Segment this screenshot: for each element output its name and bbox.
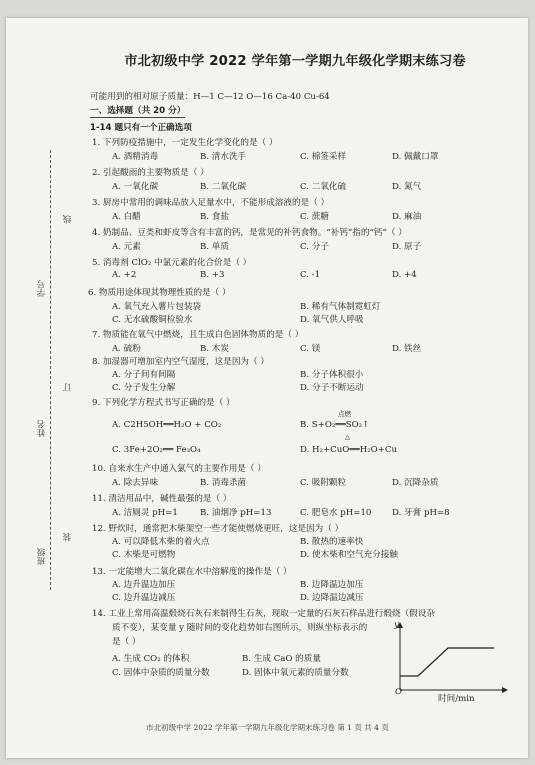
question-7-option-c: C. 镁 (300, 344, 321, 354)
question-12-option-d: D. 使木柴和空气充分接触 (300, 550, 398, 560)
question-1-option-a: A. 酒精消毒 (112, 152, 159, 162)
question-13-option-d: D. 边降温边减压 (300, 593, 364, 603)
name-label: 姓名 (37, 420, 47, 437)
question-6-stem: 6. 物质用途体现其物理性质的是（ ） (88, 288, 231, 298)
question-9-option-a: A. C2H5OH══H₂O + CO₂ (112, 420, 222, 430)
question-5-stem: 5. 消毒剂 ClO₂ 中氯元素的化合价是（ ） (92, 258, 252, 268)
question-13-option-c: C. 边升温边减压 (112, 593, 176, 603)
graph-origin-label: O (395, 687, 403, 697)
question-14-stem: 14. 工业上常用高温煅烧石灰石来制得生石灰，现取一定量的石灰石样品进行煅烧（假设杂 (92, 609, 435, 619)
question-3-stem: 3. 厨房中常用的调味品放入足量水中，不能形成溶液的是（ ） (92, 198, 330, 208)
question-11-option-b: B. 油烟净 pH=13 (200, 508, 272, 518)
question-4-stem: 4. 奶制品、豆类和虾皮等含有丰富的钙，是常见的补钙食物。“补钙”指的“钙”（ ） (92, 228, 407, 238)
question-8-option-c: C. 分子发生分解 (112, 383, 176, 393)
page-footer: 市北初级中学 2022 学年第一学期九年级化学期末练习卷 第 1 页 共 4 页 (146, 723, 389, 732)
question-5-option-d: D. +4 (392, 270, 417, 280)
trend-curve (400, 648, 494, 676)
question-14-option-b: B. 生成 CaO 的质量 (242, 654, 321, 664)
question-1-option-b: B. 清水洗手 (200, 152, 247, 162)
question-12-option-a: A. 可以降低木柴的着火点 (112, 537, 210, 547)
question-12-stem: 12. 野炊时，通常把木柴架空一些才能使燃烧更旺，这是因为（ ） (92, 524, 344, 534)
question-3-option-c: C. 蔗糖 (300, 212, 329, 222)
question-2-stem: 2. 引起酸雨的主要物质是（ ） (92, 168, 209, 178)
question-6-option-c: C. 无水硫酸铜检验水 (112, 315, 193, 325)
seal-staple-mark: 装 (63, 533, 73, 542)
question-13-stem: 13. 一定能增大二氧化碳在水中溶解度的操作是（ ） (92, 567, 292, 577)
student-id-label: 学号 (37, 280, 47, 297)
question-1-option-d: D. 佩戴口罩 (392, 152, 439, 162)
question-10-option-c: C. 吸附颗粒 (300, 478, 347, 488)
question-8-option-d: D. 分子不断运动 (300, 383, 364, 393)
question-11-option-d: D. 牙膏 pH=8 (392, 508, 450, 518)
graph-x-label: 时间/min (438, 694, 475, 704)
question-4-option-d: D. 原子 (392, 242, 422, 252)
question-9-stem: 9. 下列化学方程式书写正确的是（ ） (92, 398, 235, 408)
question-14-stem-line-3: 是（ ） (112, 637, 141, 647)
binding-line (50, 150, 51, 590)
seal-bind-mark: 订 (63, 383, 73, 392)
question-8-option-b: B. 分子体积很小 (300, 370, 364, 380)
question-5-option-a: A. +2 (112, 270, 137, 280)
question-1-option-c: C. 棉签采样 (300, 152, 347, 162)
section-heading: 一、选择题（共 20 分） (90, 106, 186, 116)
question-11-option-c: C. 肥皂水 pH=10 (300, 508, 372, 518)
graph-y-label: y (394, 620, 399, 630)
question-7-option-a: A. 硫粉 (112, 344, 141, 354)
question-6-option-d: D. 氧气供人呼吸 (300, 315, 364, 325)
question-6-option-a: A. 氧气充入薯片包装袋 (112, 302, 202, 312)
question-9-condition-b: 点燃 (338, 410, 351, 418)
question-4-option-b: B. 单质 (200, 242, 229, 252)
question-12-option-b: B. 散热的速率快 (300, 537, 364, 547)
question-9-option-c: C. 3Fe+2O₂══ Fe₃O₄ (112, 445, 201, 455)
question-13-option-b: B. 边降温边加压 (300, 580, 364, 590)
section-subheading: 1-14 题只有一个正确选项 (90, 123, 192, 133)
page-title: 市北初级中学 2022 学年第一学期九年级化学期末练习卷 (124, 54, 466, 69)
x-axis-arrow-icon (502, 687, 508, 693)
question-7-stem: 7. 物质能在氧气中燃烧，且生成白色固体物质的是（ ） (92, 330, 304, 340)
section-underline (90, 117, 185, 118)
question-6-option-b: B. 稀有气体制霓虹灯 (300, 302, 381, 312)
class-label: 班级 (37, 548, 47, 565)
question-8-stem: 8. 加湿器可增加室内空气湿度，这是因为（ ） (92, 357, 269, 367)
question-2-option-a: A. 一氧化碳 (112, 182, 159, 192)
question-9-option-b: B. S+O₂══SO₂↑ (300, 420, 370, 430)
question-3-option-d: D. 麻油 (392, 212, 422, 222)
question-5-option-c: C. -1 (300, 270, 321, 280)
question-10-option-b: B. 消毒杀菌 (200, 478, 247, 488)
question-12-option-c: C. 木柴是可燃物 (112, 550, 176, 560)
question-5-option-b: B. +3 (200, 270, 225, 280)
question-7-option-d: D. 铁丝 (392, 344, 422, 354)
question-9-option-d: D. H₂+CuO══H₂O+Cu (300, 445, 397, 455)
question-14-option-c: C. 固体中杂质的质量分数 (112, 668, 210, 678)
question-2-option-b: B. 二氧化碳 (200, 182, 247, 192)
question-14-option-d: D. 固体中氧元素的质量分数 (242, 668, 349, 678)
question-2-option-d: D. 氮气 (392, 182, 422, 192)
question-11-stem: 11. 清洁用品中，碱性最强的是（ ） (92, 494, 232, 504)
question-10-stem: 10. 自来水生产中通入氯气的主要作用是（ ） (92, 464, 266, 474)
question-9-condition-d: △ (345, 433, 350, 441)
question-8-option-a: A. 分子间有间隔 (112, 370, 176, 380)
question-10-option-d: D. 沉降杂质 (392, 478, 439, 488)
question-4-option-c: C. 分子 (300, 242, 329, 252)
question-7-option-b: B. 木炭 (200, 344, 229, 354)
question-3-option-a: A. 白醋 (112, 212, 141, 222)
seal-line-mark: 线 (63, 215, 73, 224)
question-14-stem-line-2: 质不变），某变量 y 随时间的变化趋势如右图所示，则纵坐标表示的 (112, 623, 368, 633)
question-3-option-b: B. 食盐 (200, 212, 229, 222)
question-11-option-a: A. 洁厕灵 pH=1 (112, 508, 178, 518)
question-13-option-a: A. 边升温边加压 (112, 580, 176, 590)
question-4-option-a: A. 元素 (112, 242, 141, 252)
question-10-option-a: A. 除去异味 (112, 478, 159, 488)
question-14-option-a: A. 生成 CO₂ 的体积 (112, 654, 190, 664)
question-1-stem: 1. 下列防疫措施中，一定发生化学变化的是（ ） (92, 138, 278, 148)
question-2-option-c: C. 二氧化硫 (300, 182, 347, 192)
atomic-masses: 可能用到的相对原子质量：H—1 C—12 O—16 Ca-40 Cu-64 (90, 92, 330, 102)
